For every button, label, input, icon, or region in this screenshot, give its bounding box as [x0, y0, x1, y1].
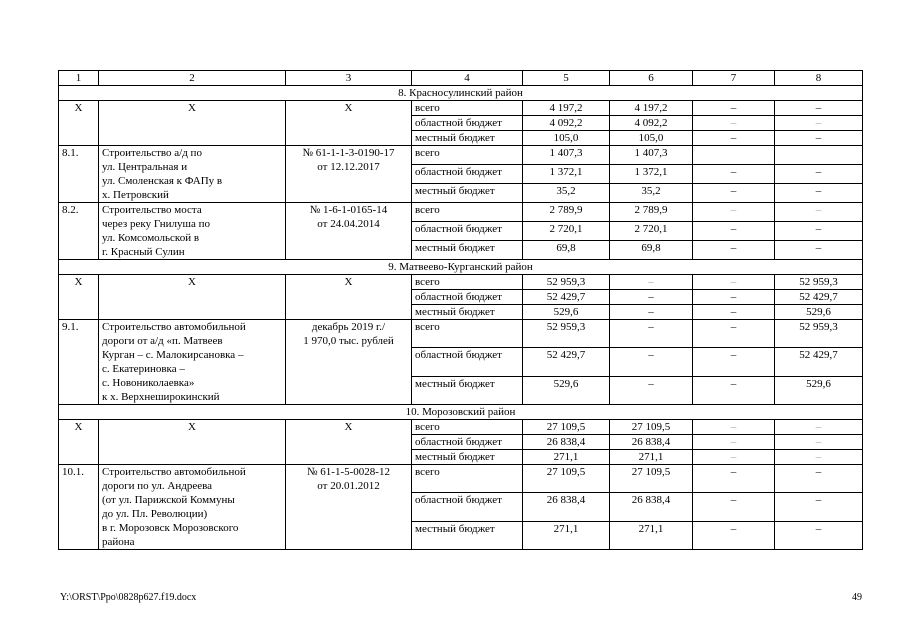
amount-col-6: 69,8 — [610, 241, 693, 260]
amount-col-5: 4 092,2 — [523, 116, 610, 131]
object-name: Х — [99, 275, 286, 320]
column-number-header: 7 — [693, 71, 775, 86]
table-row — [59, 101, 863, 116]
project-documentation: Х — [286, 275, 412, 320]
amount-col-7: – — [693, 203, 775, 222]
project-documentation: Х — [286, 101, 412, 146]
district-title: 8. Красносулинский район — [59, 86, 863, 101]
funding-source: областной бюджет — [412, 116, 523, 131]
funding-source: областной бюджет — [412, 222, 523, 241]
amount-col-7: – — [693, 420, 775, 435]
amount-col-8: 52 959,3 — [775, 320, 863, 348]
amount-col-6: 35,2 — [610, 184, 693, 203]
amount-col-7: – — [693, 493, 775, 521]
amount-col-8: 52 959,3 — [775, 275, 863, 290]
page-number: 49 — [852, 592, 862, 603]
amount-col-5: 52 959,3 — [523, 275, 610, 290]
amount-col-5: 27 109,5 — [523, 420, 610, 435]
amount-col-6: 105,0 — [610, 131, 693, 146]
funding-source: местный бюджет — [412, 305, 523, 320]
object-name: Х — [99, 420, 286, 465]
object-name: Строительство автомобильной дороги от а/д «п. Матвеев Курган – с. Малокирсановка – с. Екатериновка – с. Новониколаевка» к х. Верхнеширокинский — [99, 320, 286, 405]
amount-col-7: – — [693, 165, 775, 184]
project-documentation: № 61-1-5-0028-12 от 20.01.2012 — [286, 465, 412, 550]
amount-col-5: 271,1 — [523, 521, 610, 549]
amount-col-7: – — [693, 290, 775, 305]
amount-col-7: – — [693, 184, 775, 203]
amount-col-5: 35,2 — [523, 184, 610, 203]
amount-col-5: 2 789,9 — [523, 203, 610, 222]
funding-source: всего — [412, 203, 523, 222]
amount-col-6: 1 372,1 — [610, 165, 693, 184]
funding-source: местный бюджет — [412, 184, 523, 203]
amount-col-6: 2 789,9 — [610, 203, 693, 222]
funding-source: всего — [412, 465, 523, 493]
amount-col-6: 4 092,2 — [610, 116, 693, 131]
funding-source: местный бюджет — [412, 241, 523, 260]
item-number: 10.1. — [59, 465, 99, 550]
item-number: 9.1. — [59, 320, 99, 405]
funding-source: всего — [412, 146, 523, 165]
table-row — [59, 275, 863, 290]
funding-source: местный бюджет — [412, 450, 523, 465]
project-documentation: Х — [286, 420, 412, 465]
district-row — [59, 405, 863, 420]
amount-col-6: – — [610, 275, 693, 290]
district-row — [59, 86, 863, 101]
column-number-header: 3 — [286, 71, 412, 86]
object-name: Строительство а/д по ул. Центральная и ул. Смоленская к ФАПу в х. Петровский — [99, 146, 286, 203]
amount-col-7: – — [693, 450, 775, 465]
amount-col-5: 2 720,1 — [523, 222, 610, 241]
funding-source: областной бюджет — [412, 435, 523, 450]
amount-col-8: – — [775, 165, 863, 184]
amount-col-5: 26 838,4 — [523, 493, 610, 521]
table-row — [59, 420, 863, 435]
column-number-header: 2 — [99, 71, 286, 86]
amount-col-8: – — [775, 101, 863, 116]
amount-col-6: 271,1 — [610, 450, 693, 465]
district-title: 10. Морозовский район — [59, 405, 863, 420]
amount-col-8: – — [775, 203, 863, 222]
amount-col-5: 1 372,1 — [523, 165, 610, 184]
funding-source: местный бюджет — [412, 376, 523, 404]
amount-col-8: 529,6 — [775, 376, 863, 404]
project-documentation: № 1-6-1-0165-14 от 24.04.2014 — [286, 203, 412, 260]
amount-col-6: 26 838,4 — [610, 435, 693, 450]
amount-col-7: – — [693, 376, 775, 404]
amount-col-7: – — [693, 116, 775, 131]
amount-col-5: 27 109,5 — [523, 465, 610, 493]
amount-col-8: – — [775, 184, 863, 203]
amount-col-8 — [775, 146, 863, 165]
funding-source: всего — [412, 420, 523, 435]
table-row — [59, 465, 863, 493]
amount-col-5: 26 838,4 — [523, 435, 610, 450]
amount-col-5: 271,1 — [523, 450, 610, 465]
column-number-header: 8 — [775, 71, 863, 86]
amount-col-7: – — [693, 435, 775, 450]
item-number: 8.1. — [59, 146, 99, 203]
amount-col-8: – — [775, 521, 863, 549]
column-number-header: 6 — [610, 71, 693, 86]
amount-col-6: – — [610, 290, 693, 305]
column-number-header: 5 — [523, 71, 610, 86]
item-number: Х — [59, 420, 99, 465]
footer-file-path: Y:\ORST\Ppo\0828p627.f19.docx — [60, 592, 197, 603]
amount-col-8: – — [775, 420, 863, 435]
amount-col-7: – — [693, 320, 775, 348]
amount-col-5: 52 959,3 — [523, 320, 610, 348]
amount-col-7: – — [693, 131, 775, 146]
amount-col-7: – — [693, 521, 775, 549]
amount-col-8: – — [775, 241, 863, 260]
column-number-header: 4 — [412, 71, 523, 86]
amount-col-7: – — [693, 305, 775, 320]
amount-col-8: – — [775, 435, 863, 450]
object-name: Строительство моста через реку Гнилуша по ул. Комсомольской в г. Красный Сулин — [99, 203, 286, 260]
amount-col-5: 4 197,2 — [523, 101, 610, 116]
amount-col-7: – — [693, 465, 775, 493]
amount-col-8: 52 429,7 — [775, 348, 863, 376]
amount-col-5: 105,0 — [523, 131, 610, 146]
amount-col-8: 52 429,7 — [775, 290, 863, 305]
item-number: Х — [59, 275, 99, 320]
amount-col-6: 27 109,5 — [610, 465, 693, 493]
amount-col-7: – — [693, 222, 775, 241]
column-number-header: 1 — [59, 71, 99, 86]
funding-source: всего — [412, 101, 523, 116]
amount-col-7: – — [693, 241, 775, 260]
amount-col-6: 271,1 — [610, 521, 693, 549]
amount-col-5: 529,6 — [523, 305, 610, 320]
amount-col-8: 529,6 — [775, 305, 863, 320]
amount-col-8: – — [775, 116, 863, 131]
amount-col-7: – — [693, 348, 775, 376]
amount-col-8: – — [775, 493, 863, 521]
district-row — [59, 260, 863, 275]
amount-col-8: – — [775, 222, 863, 241]
amount-col-7: – — [693, 101, 775, 116]
object-name: Х — [99, 101, 286, 146]
amount-col-6: – — [610, 305, 693, 320]
amount-col-5: 69,8 — [523, 241, 610, 260]
amount-col-6: 27 109,5 — [610, 420, 693, 435]
funding-source: всего — [412, 320, 523, 348]
amount-col-7: – — [693, 275, 775, 290]
amount-col-6: 4 197,2 — [610, 101, 693, 116]
table-row — [59, 320, 863, 348]
table-row — [59, 203, 863, 222]
amount-col-8: – — [775, 465, 863, 493]
object-name: Строительство автомобильной дороги по ул. Андреева (от ул. Парижской Коммуны до ул. Пл. Революции) в г. Морозовск Морозовского района — [99, 465, 286, 550]
amount-col-6: 1 407,3 — [610, 146, 693, 165]
amount-col-6: – — [610, 320, 693, 348]
funding-source: всего — [412, 275, 523, 290]
amount-col-6: 26 838,4 — [610, 493, 693, 521]
project-documentation: № 61-1-1-3-0190-17 от 12.12.2017 — [286, 146, 412, 203]
amount-col-6: 2 720,1 — [610, 222, 693, 241]
amount-col-8: – — [775, 131, 863, 146]
amount-col-5: 529,6 — [523, 376, 610, 404]
project-documentation: декабрь 2019 г./ 1 970,0 тыс. рублей — [286, 320, 412, 405]
amount-col-8: – — [775, 450, 863, 465]
amount-col-5: 52 429,7 — [523, 290, 610, 305]
funding-source: областной бюджет — [412, 165, 523, 184]
amount-col-7 — [693, 146, 775, 165]
funding-source: местный бюджет — [412, 521, 523, 549]
funding-source: областной бюджет — [412, 493, 523, 521]
amount-col-6: – — [610, 376, 693, 404]
amount-col-6: – — [610, 348, 693, 376]
funding-source: областной бюджет — [412, 348, 523, 376]
district-title: 9. Матвеево-Курганский район — [59, 260, 863, 275]
table-header-row — [59, 71, 863, 86]
amount-col-5: 52 429,7 — [523, 348, 610, 376]
table-row — [59, 146, 863, 165]
item-number: 8.2. — [59, 203, 99, 260]
funding-source: областной бюджет — [412, 290, 523, 305]
funding-source: местный бюджет — [412, 131, 523, 146]
amount-col-5: 1 407,3 — [523, 146, 610, 165]
item-number: Х — [59, 101, 99, 146]
budget-table — [58, 70, 863, 550]
